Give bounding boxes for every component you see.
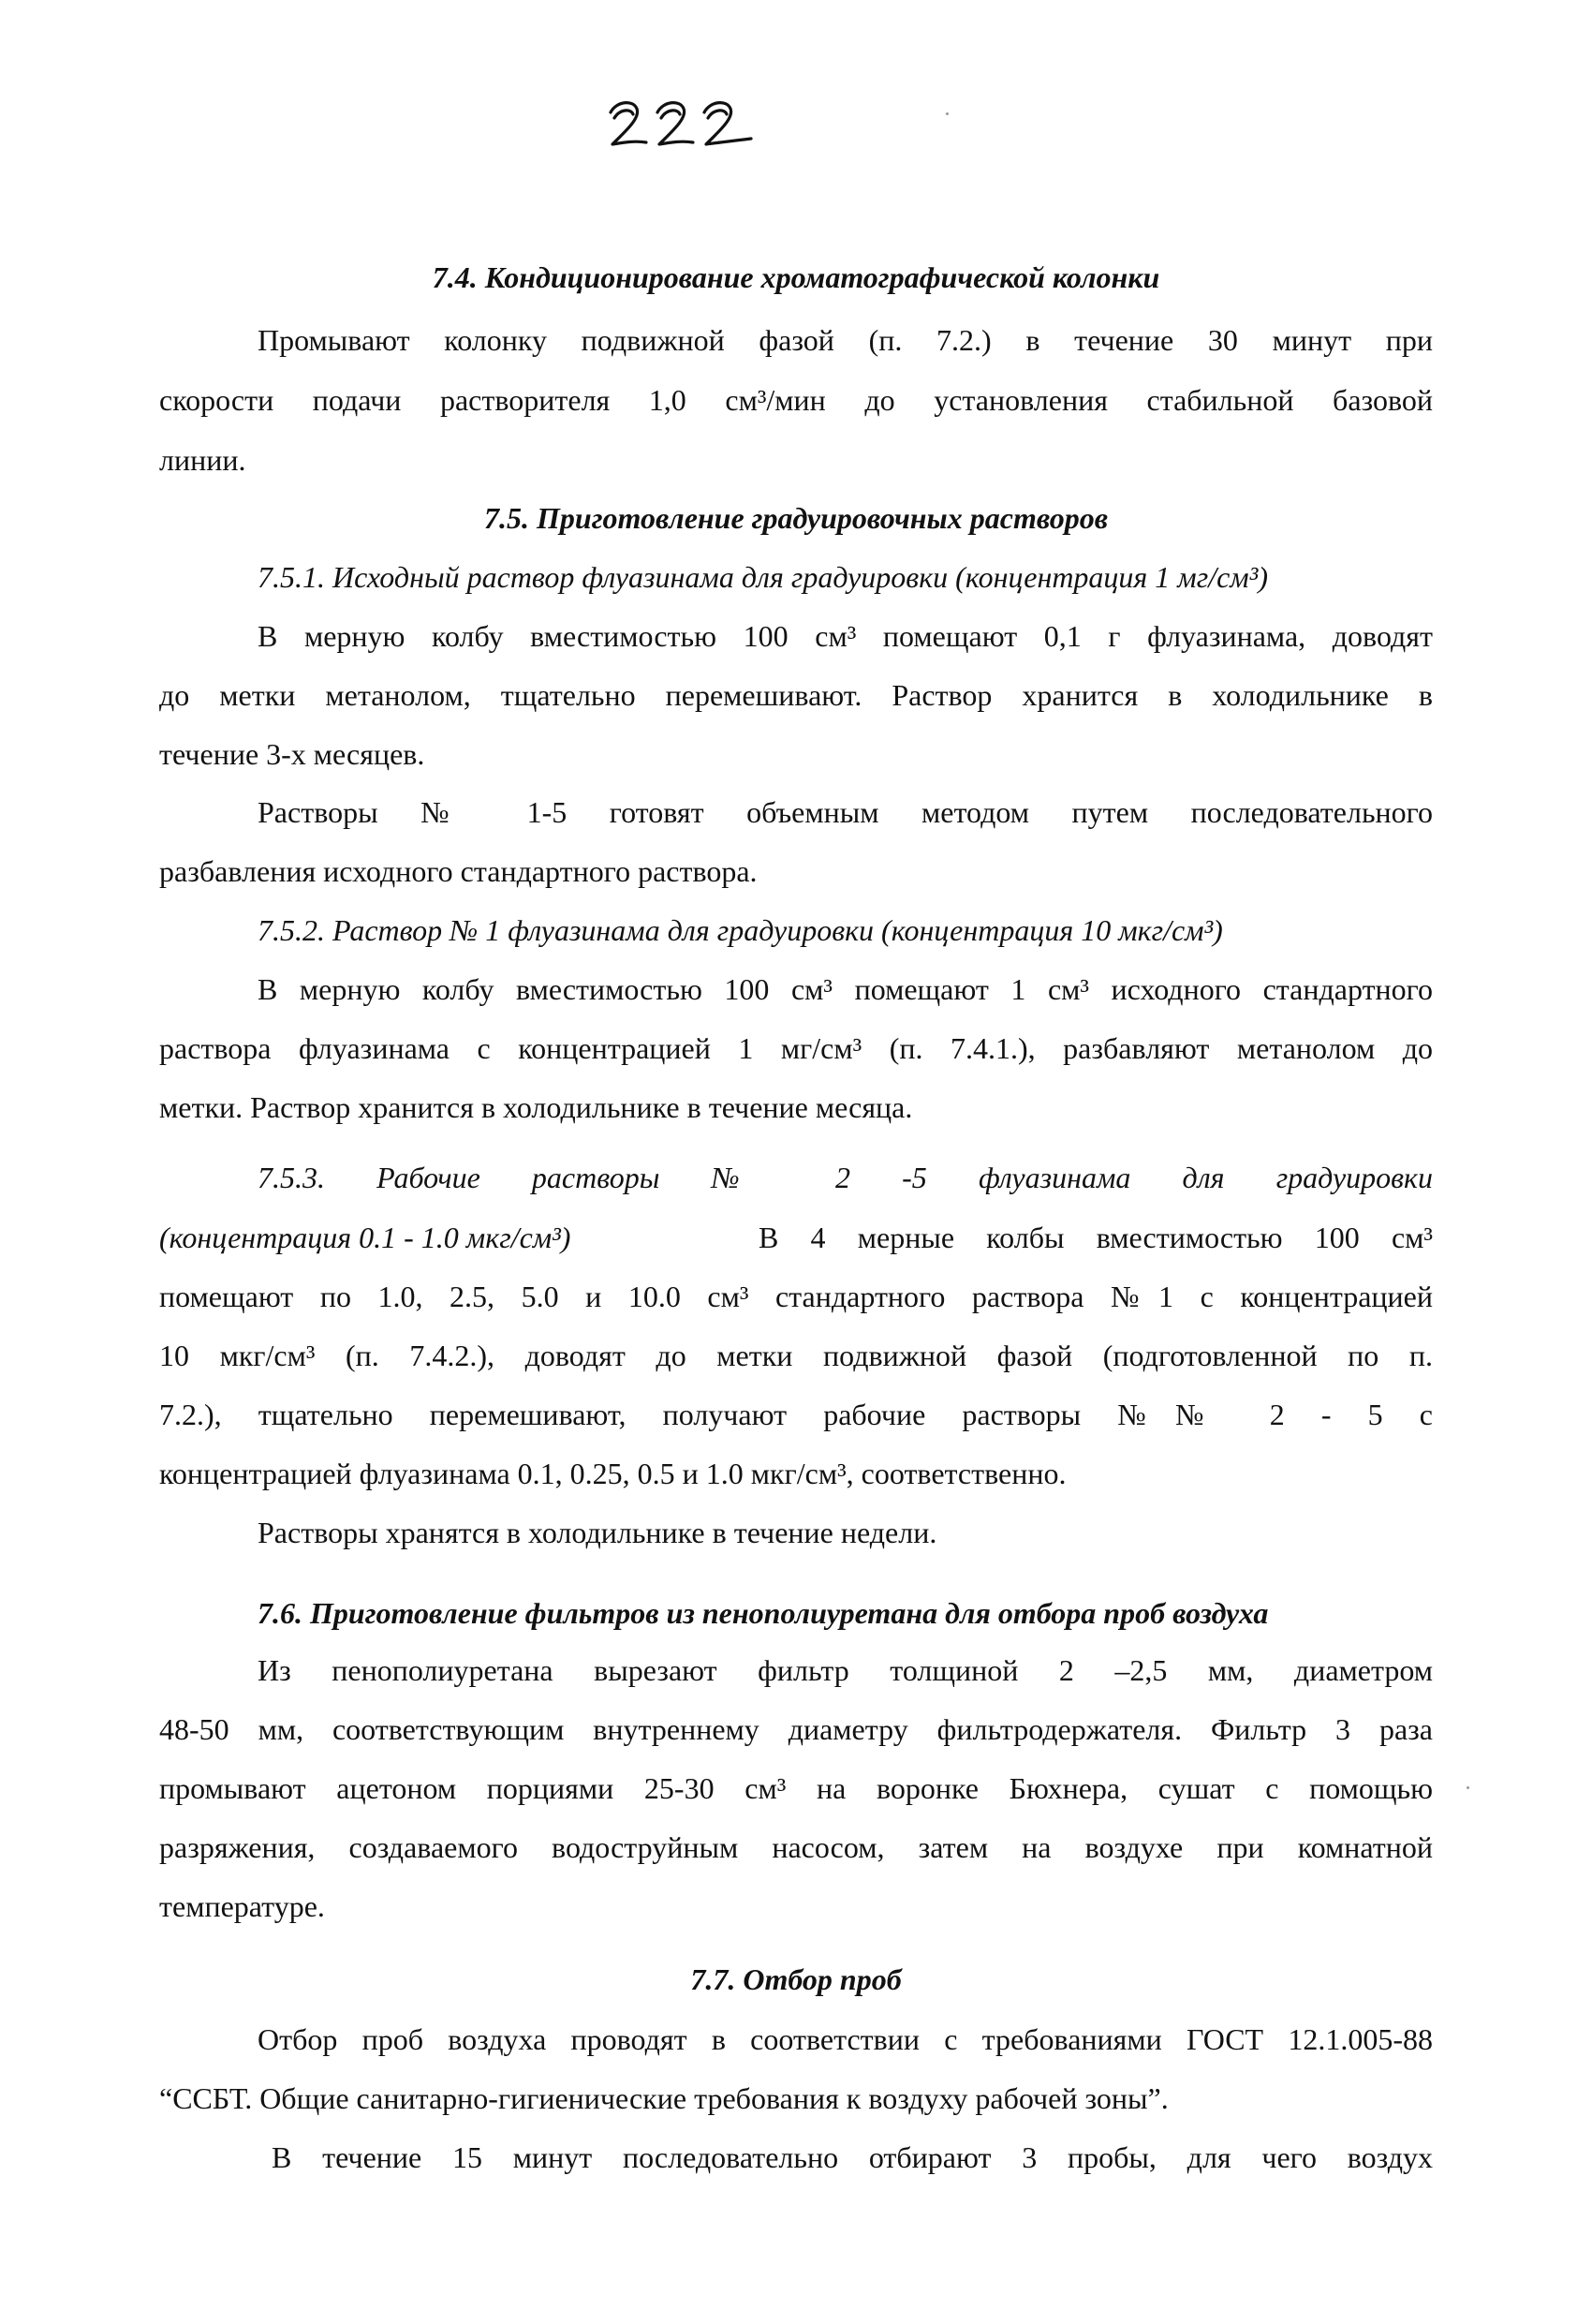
scan-speck [1467, 1786, 1469, 1789]
paragraph-line: “ССБТ. Общие санитарно-гигиенические требования к воздуху рабочей зоны”. [159, 2081, 1169, 2115]
paragraph-line: 10 мкг/см³ (п. 7.4.2.), доводят до метки подвижной фазой (подготовленной по п. [159, 1339, 1433, 1372]
subsection-7-5-3-heading-cont: (концентрация 0.1 - 1.0 мкг/см³) [159, 1221, 571, 1254]
paragraph-line: В мерную колбу вместимостью 100 см³ помещают 1 см³ исходного стандартного [258, 972, 1433, 1006]
subsection-7-5-2-heading: 7.5.2. Раствор № 1 флуазинама для градуировки (концентрация 10 мкг/см³) [258, 913, 1223, 947]
subsection-7-5-3-heading: 7.5.3. Рабочие растворы № 2 -5 флуазинама для градуировки [258, 1161, 1433, 1194]
paragraph-line: Из пенополиуретана вырезают фильтр толщиной 2 –2,5 мм, диаметром [258, 1653, 1433, 1687]
paragraph-line: Промывают колонку подвижной фазой (п. 7.2.) в течение 30 минут при [258, 323, 1433, 357]
paragraph-line: течение 3-х месяцев. [159, 737, 425, 771]
paragraph-line: Растворы № 1-5 готовят объемным методом путем последовательного [258, 795, 1433, 829]
scan-speck [946, 112, 949, 115]
paragraph-line: концентрацией флуазинама 0.1, 0.25, 0.5 и 1.0 мкг/см³, соответственно. [159, 1457, 1067, 1490]
paragraph-line: скорости подачи растворителя 1,0 см³/мин до установления стабильной базовой [159, 383, 1433, 417]
paragraph-line: 7.2.), тщательно перемешивают, получают рабочие растворы №№ 2 - 5 с [159, 1398, 1433, 1431]
paragraph-line: В 4 мерные колбы вместимостью 100 см³ [759, 1221, 1433, 1254]
paragraph-line: разряжения, создаваемого водоструйным насосом, затем на воздухе при комнатной [159, 1830, 1433, 1864]
section-7-6-heading: 7.6. Приготовление фильтров из пенополиуретана для отбора проб воздуха [258, 1596, 1269, 1630]
paragraph-line: Растворы хранятся в холодильнике в течение недели. [258, 1516, 937, 1549]
paragraph-line: раствора флуазинама с концентрацией 1 мг/см³ (п. 7.4.1.), разбавляют метанолом до [159, 1031, 1433, 1065]
paragraph-line: до метки метанолом, тщательно перемешивают. Раствор хранится в холодильнике в [159, 678, 1433, 712]
page-number-handwritten [599, 84, 768, 159]
paragraph-line: В мерную колбу вместимостью 100 см³ помещают 0,1 г флуазинама, доводят [258, 619, 1433, 653]
paragraph-line: 48-50 мм, соответствующим внутреннему диаметру фильтродержателя. Фильтр 3 раза [159, 1712, 1433, 1746]
paragraph-line: промывают ацетоном порциями 25-30 см³ на воронке Бюхнера, сушат с помощью [159, 1771, 1433, 1805]
paragraph-line: разбавления исходного стандартного раствора. [159, 854, 758, 888]
paragraph-line: метки. Раствор хранится в холодильнике в течение месяца. [159, 1090, 913, 1124]
section-7-7-heading: 7.7. Отбор проб [690, 1962, 902, 1996]
paragraph-line: В течение 15 минут последовательно отбирают 3 пробы, для чего воздух [272, 2140, 1433, 2174]
section-7-4-heading: 7.4. Кондиционирование хроматографической колонки [432, 260, 1160, 294]
paragraph-line: Отбор проб воздуха проводят в соответствии с требованиями ГОСТ 12.1.005-88 [258, 2022, 1433, 2056]
paragraph-line: линии. [159, 443, 246, 477]
section-7-5-heading: 7.5. Приготовление градуировочных растворов [484, 501, 1108, 535]
subsection-7-5-1-heading: 7.5.1. Исходный раствор флуазинама для градуировки (концентрация 1 мг/см³) [258, 560, 1268, 594]
handwritten-number-glyphs [599, 84, 768, 159]
paragraph-line: температуре. [159, 1889, 325, 1923]
paragraph-line: помещают по 1.0, 2.5, 5.0 и 10.0 см³ стандартного раствора №1 с концентрацией [159, 1280, 1433, 1313]
